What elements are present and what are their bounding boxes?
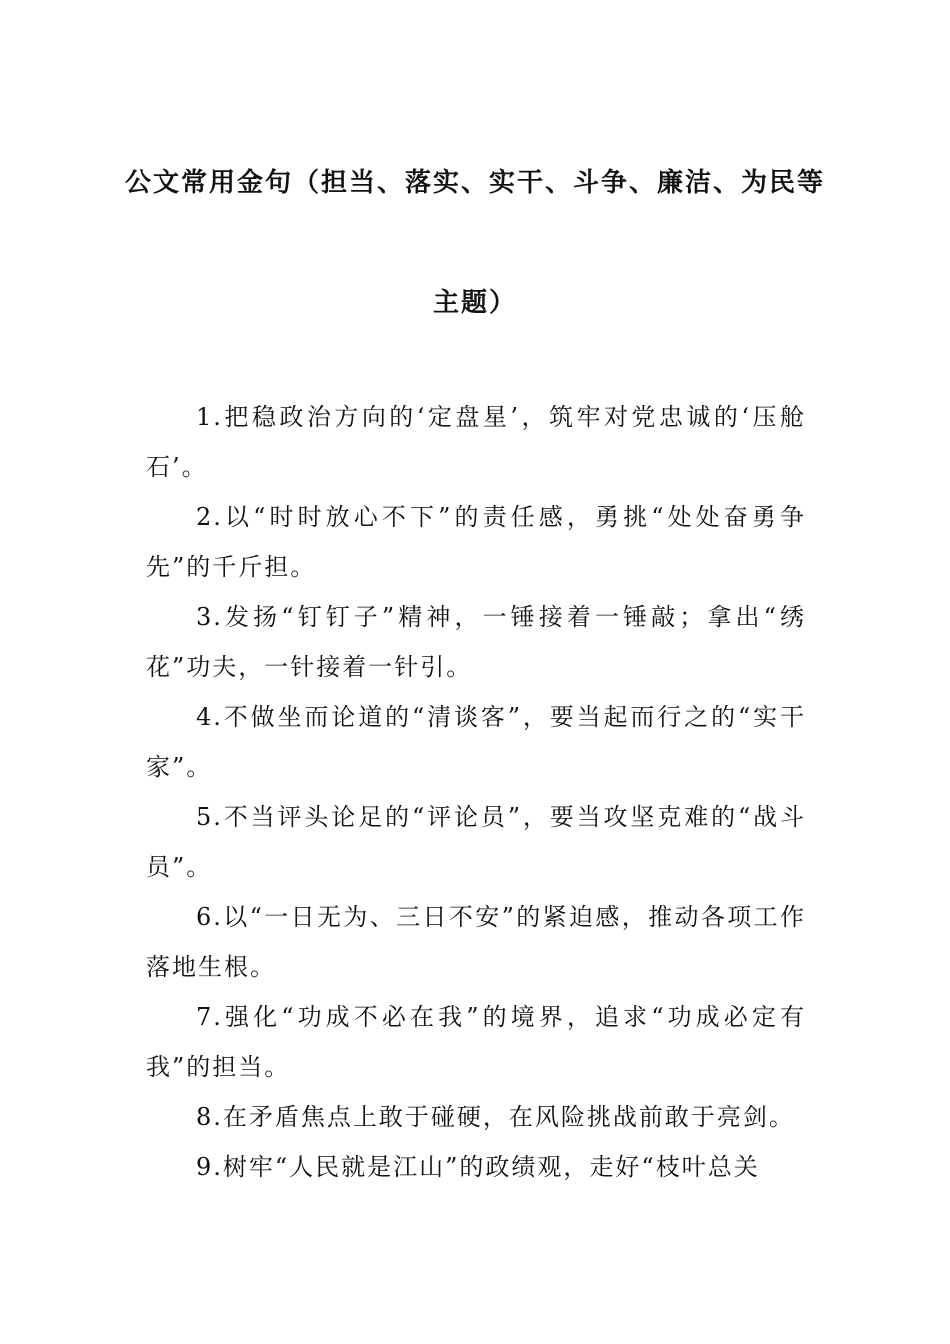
paragraph-5: 5.不当评头论足的“评论员”，要当攻坚克难的“战斗员”。 <box>146 803 806 881</box>
paragraph-6: 6.以“一日无为、三日不安”的紧迫感，推动各项工作落地生根。 <box>146 903 806 981</box>
paragraph-2: 2.以“时时放心不下”的责任感，勇挑“处处奋勇争先”的千斤担。 <box>146 503 806 581</box>
paragraph-8: 8.在矛盾焦点上敢于碰硬，在风险挑战前敢于亮剑。 <box>196 1103 795 1131</box>
paragraph-3: 3.发扬“钉钉子”精神，一锤接着一锤敲；拿出“绣花”功夫，一针接着一针引。 <box>146 603 806 681</box>
paragraph-1: 1.把稳政治方向的‘定盘星’，筑牢对党忠诚的‘压舱石’。 <box>146 403 806 481</box>
paragraph-9: 9.树牢“人民就是江山”的政绩观，走好“枝叶总关 <box>196 1153 760 1181</box>
document-body <box>146 392 806 1192</box>
document-title-line-1: 公文常用金句（担当、落实、实干、斗争、廉洁、为民等 <box>124 168 825 198</box>
paragraph-4: 4.不做坐而论道的“清谈客”，要当起而行之的“实干家”。 <box>146 703 806 781</box>
document-title-line-2: 主题） <box>432 288 517 318</box>
paragraph-7: 7.强化“功成不必在我”的境界，追求“功成必定有我”的担当。 <box>146 1003 806 1081</box>
